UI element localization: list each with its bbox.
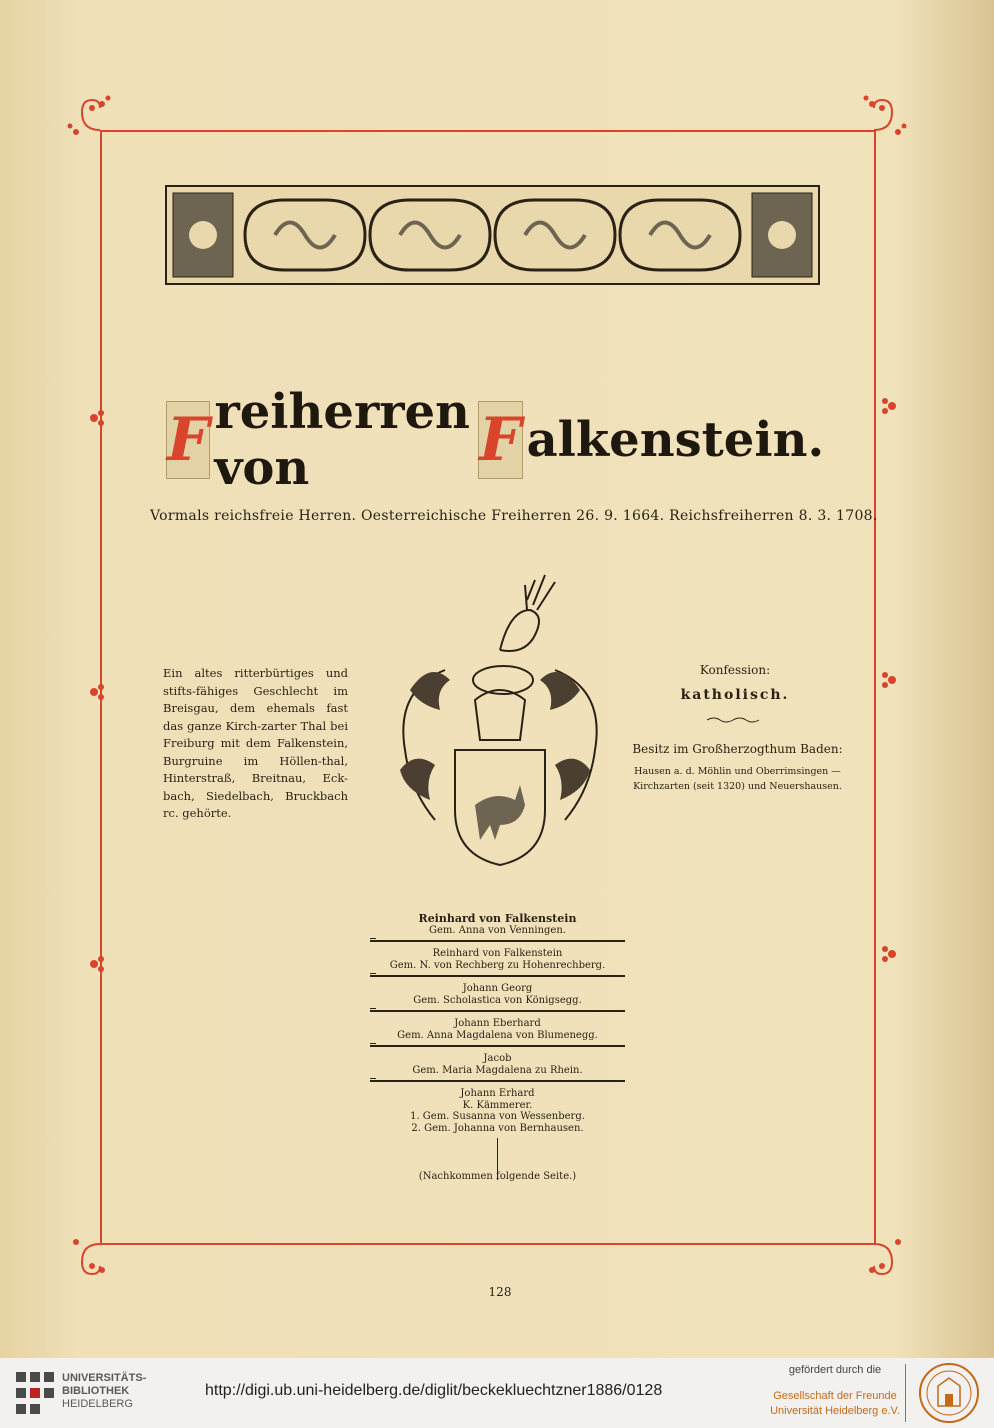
genealogy-entry [370,913,625,936]
trefoil-ornament-icon [876,942,900,966]
decorated-initial: F [478,401,523,479]
spouse-line: Gem. N. von Rechberg zu Hohenrechberg. [389,959,606,971]
genealogy-entry [370,1018,625,1041]
corner-ornament-icon [842,92,912,162]
genealogy-entry [370,1053,625,1076]
person-name: Reinhard von Falkenstein [418,912,577,925]
genealogy-entry [370,1088,625,1134]
sponsor-org [770,1389,900,1419]
page-number: 128 [488,1285,512,1299]
trefoil-ornament-icon [86,952,110,976]
sponsor-org-line: Gesellschaft der Freunde [773,1390,897,1402]
subtitle: Vormals reichsfreie Herren. Oesterreichische Freiherren 26. 9. 1664. Reichsfreiherren 8. 3. 1708. [150,508,878,524]
corner-ornament-icon [62,1212,132,1282]
family-description: Ein altes ritterbürtiges und stifts-fähiges Geschlecht im Breisgau, dem ehemals fast das ganze Kirch-zarter Thal bei Freiburg mit dem Falkenstein, Burgruine im Höllen-thal, Hinterstraß, Breitnau, Eck-bach, Siedelbach, Bruckbach rc. gehörte. [163,666,348,820]
trefoil-ornament-icon [876,394,900,418]
trefoil-ornament-icon [86,406,110,430]
sponsor-block [770,1364,900,1419]
decorated-initial: F [166,401,211,479]
spouse-line: Gem. Anna Magdalena von Blumenegg. [397,1029,598,1041]
besitz-label: Besitz im Großherzogthum Baden: [632,742,843,756]
generation-rule [370,940,625,942]
footer-divider [905,1364,906,1422]
generation-rule [370,1010,625,1012]
person-name: Reinhard von Falkenstein [432,948,563,959]
title-line: K. Kämmerer. [462,1099,533,1111]
generation-rule [370,975,625,977]
divider-swash-icon [705,716,761,724]
footer-bar [0,1358,994,1428]
spouse-line: Gem. Maria Magdalena zu Rhein. [412,1064,583,1076]
trefoil-ornament-icon [876,668,900,692]
generation-rule [370,1045,625,1047]
library-name-line: UNIVERSITÄTS- [62,1372,147,1384]
permalink-url[interactable]: http://digi.ub.uni-heidelberg.de/diglit/beckekluechtzner1886/0128 [205,1382,663,1399]
besitz-text: Hausen a. d. Möhlin und Oberrimsingen — Kirchzarten (seit 1320) und Neuershausen. [633,766,842,792]
spouse-line: Gem. Anna von Venningen. [429,924,566,936]
sponsor-label: gefördert durch die [788,1364,882,1376]
page-title [166,384,825,496]
corner-ornament-icon [62,92,132,162]
person-name: Johann Georg [462,983,533,994]
genealogy-tree [370,913,625,1180]
genealogy-entry [370,948,625,971]
spouse-line: Gem. Scholastica von Königsegg. [413,994,582,1006]
library-logo-icon [14,1370,56,1416]
university-seal-icon [918,1362,980,1424]
person-name: Johann Eberhard [454,1018,541,1029]
ornamental-banner-icon [165,185,820,285]
library-name [62,1372,146,1411]
spouse-line: 1. Gem. Susanna von Wessenberg. [410,1111,585,1122]
person-name: Jacob [483,1053,512,1064]
sponsor-org-line: Universität Heidelberg e.V. [770,1405,900,1417]
spouse-line: 2. Gem. Johanna von Bernhausen. [411,1122,584,1134]
coat-of-arms-icon [385,570,605,870]
title-text-part1: reiherren von [214,384,470,496]
konfession-label: Konfession: [699,663,771,677]
genealogy-entry [370,983,625,1006]
konfession-value: katholisch. [680,687,790,703]
continuation-note: (Nachkommen folgende Seite.) [418,1171,577,1182]
title-text-part2: alkenstein. [526,412,825,468]
corner-ornament-icon [842,1212,912,1282]
library-name-line: HEIDELBERG [62,1398,133,1410]
library-name-line: BIBLIOTHEK [62,1385,130,1397]
trefoil-ornament-icon [86,680,110,704]
generation-rule [370,1080,625,1082]
person-name: Johann Erhard [460,1088,535,1099]
